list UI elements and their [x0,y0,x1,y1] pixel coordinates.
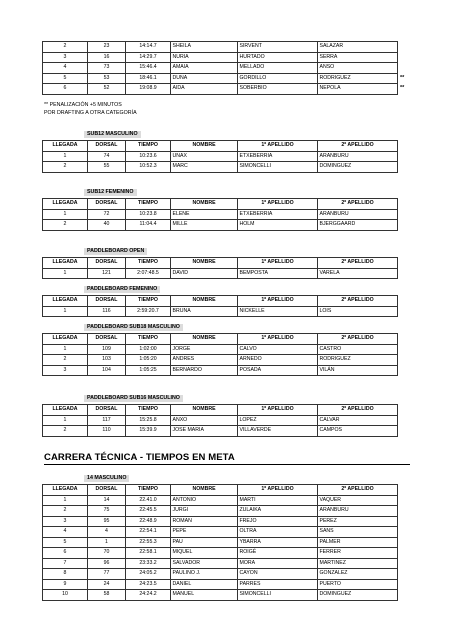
cell-ap1: ZULAIKA [238,506,318,517]
section-title-paddleboard-sub16: PADDLEBOARD SUB16 MASCULINO [84,395,183,402]
cell-ap2: RODRIGUEZ [318,355,398,366]
cell-nombre: MARC [171,162,238,173]
cell-time: 22:45.5 [126,506,171,517]
section-title-14-masculino: 14 MASCULINO [84,475,129,482]
column-header-nombre: NOMBRE [171,141,238,152]
cell-dorsal: 95 [88,516,126,527]
table-header-row [43,199,398,210]
cell-pos: 3 [43,516,88,527]
table-header-row [43,296,398,307]
table-row [43,527,398,538]
cell-ap1: MORA [238,558,318,569]
cell-ap1: HURTADO [238,52,318,63]
cell-time: 18:46.1 [126,73,171,84]
cell-time: 22:54.1 [126,527,171,538]
penalty-note [44,101,137,117]
cell-ap1: ROIGÉ [238,548,318,559]
penalty-note-line2: POR DRAFTING A OTRA CATEGORÍA [44,110,137,116]
cell-dorsal: 1 [88,537,126,548]
cell-pos: 1 [43,151,88,162]
table-row [43,590,398,601]
cell-flag: ** [400,74,405,81]
cell-nombre: SHEILA [171,42,238,53]
table-header-row [43,141,398,152]
table-row [43,73,412,84]
column-header-llegada: LLEGADA [43,405,88,416]
column-header-ap2: 2º APELLIDO [318,199,398,210]
table-row [43,537,398,548]
column-header-dorsal: DORSAL [88,258,126,269]
section-title-sub12-femenino: SUB12 FEMENINO [84,189,137,196]
cell-dorsal: 96 [88,558,126,569]
cell-time: 10:52.3 [126,162,171,173]
cell-nombre: NURIA [171,52,238,63]
cell-dorsal: 58 [88,590,126,601]
table-row [43,426,398,437]
cell-ap1: GORDILLO [238,73,318,84]
cell-dorsal: 117 [88,415,126,426]
cell-pos: 1 [43,306,88,317]
cell-ap2: RODRIGUEZ [318,73,398,84]
column-header-dorsal: DORSAL [88,296,126,307]
cell-dorsal: 4 [88,527,126,538]
column-header-tiempo: TIEMPO [126,296,171,307]
cell-pos: 4 [43,63,88,74]
cell-pos: 3 [43,365,88,376]
cell-dorsal: 121 [88,268,126,279]
column-header-ap2: 2º APELLIDO [318,141,398,152]
cell-ap1: SOBERBIO [238,84,318,95]
results-table-paddleboard-open [42,257,398,279]
table-row [43,579,398,590]
column-header-dorsal: DORSAL [88,405,126,416]
table-header-row [43,405,398,416]
cell-dorsal: 55 [88,162,126,173]
cell-time: 2:59:20.7 [126,306,171,317]
results-table-sub12-femenino [42,198,398,231]
cell-ap2: CASTRO [318,344,398,355]
section-title-paddleboard-femenino: PADDLEBOARD FEMENINO [84,286,160,293]
cell-nombre: SALVADOR [171,558,238,569]
cell-pos: 2 [43,426,88,437]
cell-dorsal: 70 [88,548,126,559]
cell-flag [398,42,412,53]
cell-nombre: AMAIA [171,63,238,74]
column-header-ap1: 1º APELLIDO [238,296,318,307]
column-header-nombre: NOMBRE [171,258,238,269]
cell-nombre: PAULINO J. [171,569,238,580]
table-row [43,548,398,559]
cell-ap1: LOPEZ [238,415,318,426]
cell-ap2: CALVAR [318,415,398,426]
cell-pos: 9 [43,579,88,590]
cell-dorsal: 77 [88,569,126,580]
cell-ap2: DOMINGUEZ [318,590,398,601]
cell-ap1: FREJO [238,516,318,527]
cell-nombre: ANXO [171,415,238,426]
column-header-dorsal: DORSAL [88,334,126,345]
cell-dorsal: 103 [88,355,126,366]
column-header-tiempo: TIEMPO [126,141,171,152]
cell-time: 24:24.2 [126,590,171,601]
cell-time: 14:29.7 [126,52,171,63]
column-header-tiempo: TIEMPO [126,258,171,269]
cell-nombre: ELENE [171,209,238,220]
column-header-ap2: 2º APELLIDO [318,485,398,496]
cell-time: 1:05:25 [126,365,171,376]
cell-nombre: BRUNA [171,306,238,317]
cell-ap2: ARANBURU [318,151,398,162]
cell-nombre: BERNARDO [171,365,238,376]
cell-nombre: JURGI [171,506,238,517]
cell-ap2: ARANBURU [318,506,398,517]
cell-pos: 2 [43,355,88,366]
cell-pos: 3 [43,52,88,63]
cell-time: 22:58.1 [126,548,171,559]
cell-pos: 2 [43,42,88,53]
table-row [43,306,398,317]
cell-ap2: VARELA [318,268,398,279]
cell-time: 19:08.9 [126,84,171,95]
cell-dorsal: 75 [88,506,126,517]
column-header-nombre: NOMBRE [171,485,238,496]
cell-time: 10:23.6 [126,151,171,162]
column-header-ap1: 1º APELLIDO [238,334,318,345]
results-table-14-masculino [42,484,398,601]
section-title-sub12-masculino: SUB12 MASCULINO [84,131,141,138]
cell-dorsal: 14 [88,495,126,506]
cell-flag [398,63,412,74]
cell-dorsal: 116 [88,306,126,317]
cell-ap1: SIMONCELLI [238,162,318,173]
cell-nombre: AIDA [171,84,238,95]
table-header-row [43,485,398,496]
column-header-nombre: NOMBRE [171,334,238,345]
cell-pos: 2 [43,220,88,231]
cell-ap2: SALAZAR [318,42,398,53]
section-title-paddleboard-open: PADDLEBOARD OPEN [84,248,147,255]
cell-ap2: BJERGGAARD [318,220,398,231]
cell-nombre: DAVID [171,268,238,279]
table-row [43,558,398,569]
cell-nombre: JOSE MARIA [171,426,238,437]
cell-ap2: MARTINEZ [318,558,398,569]
cell-pos: 1 [43,344,88,355]
cell-ap1: BEMPOSTA [238,268,318,279]
cell-dorsal: 73 [88,63,126,74]
cell-ap1: CAYON [238,569,318,580]
cell-pos: 4 [43,527,88,538]
table-row [43,220,398,231]
cell-nombre: JORGE [171,344,238,355]
cell-nombre: PEPE [171,527,238,538]
cell-ap2: SERRA [318,52,398,63]
cell-nombre: DUNA [171,73,238,84]
table-row [43,52,412,63]
cell-time: 22.41.0 [126,495,171,506]
cell-flag: ** [400,85,405,91]
cell-pos: 5 [43,73,88,84]
cell-pos: 8 [43,569,88,580]
cell-time: 15:25.8 [126,415,171,426]
cell-nombre: MILLE [171,220,238,231]
results-table-top [42,41,412,95]
column-header-nombre: NOMBRE [171,405,238,416]
results-table-paddleboard-sub18 [42,333,398,376]
column-header-ap1: 1º APELLIDO [238,485,318,496]
table-row [43,63,412,74]
cell-nombre: ANTONIO [171,495,238,506]
table-row [43,355,398,366]
column-header-nombre: NOMBRE [171,296,238,307]
cell-time: 22:55.3 [126,537,171,548]
cell-ap1: YBARRA [238,537,318,548]
cell-ap2: CAMPOS [318,426,398,437]
cell-ap1: HOLM [238,220,318,231]
column-header-ap1: 1º APELLIDO [238,258,318,269]
cell-ap1: OLTRA [238,527,318,538]
cell-pos: 6 [43,84,88,95]
cell-nombre: ROMAN [171,516,238,527]
cell-dorsal: 72 [88,209,126,220]
column-header-dorsal: DORSAL [88,485,126,496]
column-header-ap2: 2º APELLIDO [318,258,398,269]
cell-time: 14:14.7 [126,42,171,53]
column-header-llegada: LLEGADA [43,296,88,307]
cell-time: 2:07:48.5 [126,268,171,279]
column-header-llegada: LLEGADA [43,199,88,210]
cell-dorsal: 23 [88,42,126,53]
cell-ap1: MARTI [238,495,318,506]
column-header-tiempo: TIEMPO [126,199,171,210]
cell-ap1: NICKELLE [238,306,318,317]
cell-dorsal: 74 [88,151,126,162]
cell-pos: 1 [43,209,88,220]
column-header-ap1: 1º APELLIDO [238,405,318,416]
cell-time: 1:05:20 [126,355,171,366]
table-header-row [43,334,398,345]
cell-ap1: POSADA [238,365,318,376]
penalty-note-line1: ** PENALIZACIÓN +5 MINUTOS [44,102,122,108]
cell-ap1: PARRES [238,579,318,590]
cell-ap2: SANS [318,527,398,538]
column-header-llegada: LLEGADA [43,141,88,152]
table-row [43,569,398,580]
cell-pos: 2 [43,506,88,517]
section-title-paddleboard-sub18: PADDLEBOARD SUB18 MASCULINO [84,324,183,331]
cell-nombre: DANIEL [171,579,238,590]
column-header-ap2: 2º APELLIDO [318,405,398,416]
results-table-sub12-masculino [42,140,398,173]
cell-ap2: PEREZ [318,516,398,527]
carrera-tecnica-heading: CARRERA TÉCNICA - TIEMPOS EN META [44,452,410,465]
column-header-llegada: LLEGADA [43,485,88,496]
results-table-paddleboard-femenino [42,295,398,317]
cell-ap2: ANSO [318,63,398,74]
table-row [43,495,398,506]
cell-ap1: SIMONCELLI [238,590,318,601]
cell-nombre: MANUEL [171,590,238,601]
table-header-row [43,258,398,269]
cell-time: 15:39.9 [126,426,171,437]
cell-ap1: ETXEBERRIA [238,209,318,220]
cell-pos: 1 [43,268,88,279]
cell-pos: 5 [43,537,88,548]
cell-time: 22:48.9 [126,516,171,527]
cell-flag [398,52,412,63]
table-row [43,365,398,376]
cell-pos: 7 [43,558,88,569]
cell-ap2: PALMER [318,537,398,548]
cell-dorsal: 104 [88,365,126,376]
column-header-tiempo: TIEMPO [126,405,171,416]
cell-pos: 1 [43,415,88,426]
cell-ap2: DOMINGUEZ [318,162,398,173]
cell-ap2: VILÁN [318,365,398,376]
table-row [43,268,398,279]
cell-dorsal: 110 [88,426,126,437]
column-header-llegada: LLEGADA [43,334,88,345]
cell-time: 10:23.8 [126,209,171,220]
column-header-ap2: 2º APELLIDO [318,334,398,345]
cell-dorsal: 52 [88,84,126,95]
column-header-dorsal: DORSAL [88,199,126,210]
cell-pos: 1 [43,495,88,506]
cell-ap2: VAQUER [318,495,398,506]
table-row [43,209,398,220]
cell-ap2: PUERTO [318,579,398,590]
cell-ap1: VILLAVERDE [238,426,318,437]
cell-pos: 2 [43,162,88,173]
column-header-llegada: LLEGADA [43,258,88,269]
column-header-tiempo: TIEMPO [126,334,171,345]
cell-time: 24:05.2 [126,569,171,580]
table-row [43,516,398,527]
cell-dorsal: 16 [88,52,126,63]
table-row [43,84,412,95]
results-table-paddleboard-sub16 [42,404,398,437]
cell-nombre: UNAX [171,151,238,162]
cell-time: 15:46.4 [126,63,171,74]
column-header-nombre: NOMBRE [171,199,238,210]
cell-pos: 6 [43,548,88,559]
cell-dorsal: 53 [88,73,126,84]
column-header-dorsal: DORSAL [88,141,126,152]
table-row [43,151,398,162]
cell-time: 24:23.5 [126,579,171,590]
table-row [43,415,398,426]
cell-ap2: NEPOLA [318,84,398,95]
cell-time: 23:33.2 [126,558,171,569]
column-header-ap1: 1º APELLIDO [238,141,318,152]
cell-ap2: GONZALEZ [318,569,398,580]
cell-ap1: MELLADO [238,63,318,74]
cell-dorsal: 40 [88,220,126,231]
cell-ap1: CALVO [238,344,318,355]
cell-nombre: PAU [171,537,238,548]
cell-dorsal: 109 [88,344,126,355]
cell-nombre: MIQUEL [171,548,238,559]
column-header-ap1: 1º APELLIDO [238,199,318,210]
table-row [43,162,398,173]
cell-ap2: FERRER [318,548,398,559]
column-header-ap2: 2º APELLIDO [318,296,398,307]
cell-pos: 10 [43,590,88,601]
cell-time: 11:04.4 [126,220,171,231]
cell-dorsal: 24 [88,579,126,590]
cell-ap1: ETXEBERRIA [238,151,318,162]
cell-ap2: LOIS [318,306,398,317]
table-row [43,344,398,355]
cell-time: 1:02:00 [126,344,171,355]
cell-ap2: ARANBURU [318,209,398,220]
cell-ap1: SIRVENT [238,42,318,53]
cell-nombre: ANDRES [171,355,238,366]
cell-ap1: ARNEDO [238,355,318,366]
table-row [43,506,398,517]
column-header-tiempo: TIEMPO [126,485,171,496]
table-row [43,42,412,53]
